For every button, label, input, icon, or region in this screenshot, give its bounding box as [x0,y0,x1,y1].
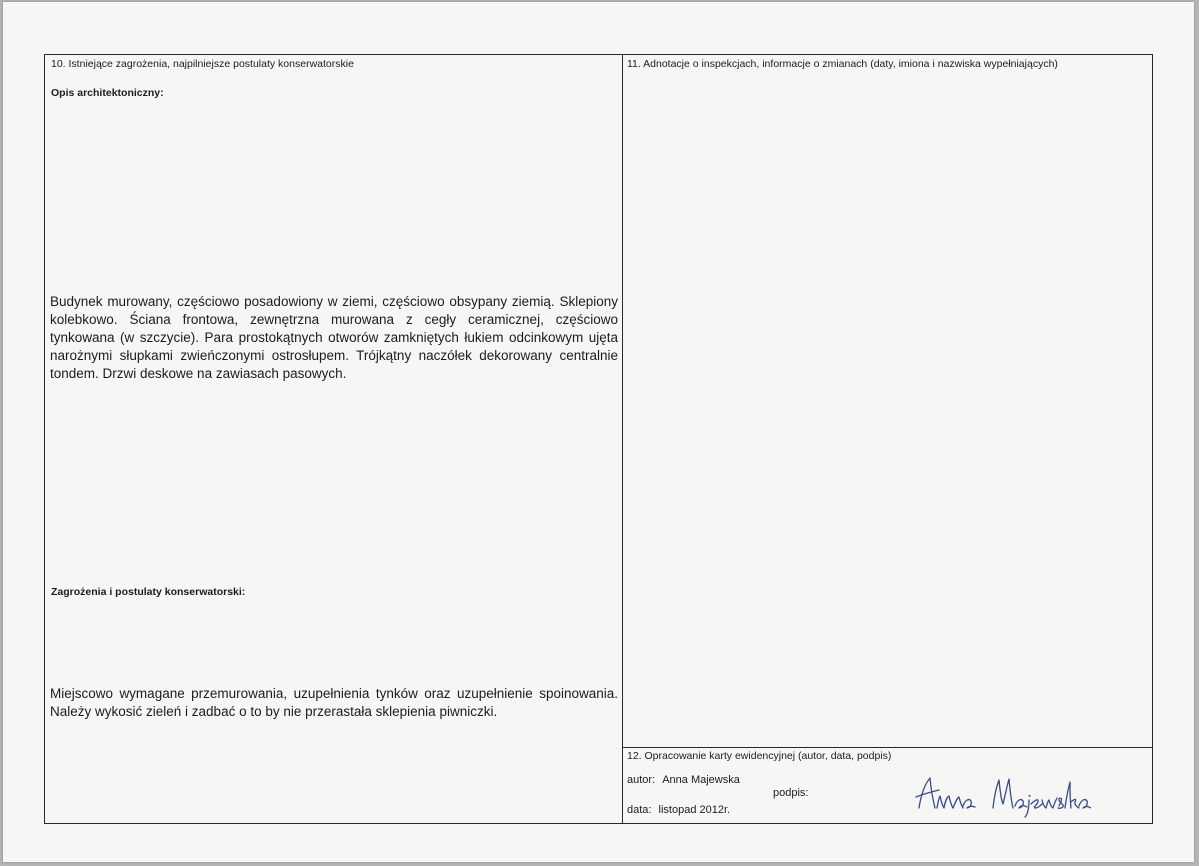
right-column [623,55,1152,823]
handwritten-signature [911,770,1091,820]
section-11-title: 11. Adnotacje o inspekcjach, informacje o zmianach (daty, imiona i nazwiska wypełniających) [627,58,1058,70]
author-value: Anna Majewska [662,774,740,786]
threats-heading: Zagrożenia i postulaty konserwatorski: [51,586,246,598]
architectural-description-heading: Opis architektoniczny: [51,87,164,99]
document-page [3,2,1194,862]
signature-label: podpis: [773,787,809,799]
section-12-panel [623,748,1152,823]
section-12-title: 12. Opracowanie karty ewidencyjnej (autor, data, podpis) [627,750,892,762]
section-10-title: 10. Istniejące zagrożenia, najpilniejsze postulaty konserwatorskie [51,58,354,70]
evidence-card-form [44,54,1153,824]
author-field [627,774,740,786]
date-value: listopad 2012r. [658,804,731,816]
threats-text: Miejscowo wymagane przemurowania, uzupełnienia tynków oraz uzupełnienie spoinowania. Należy wykosić zieleń i zadbać o to by nie przerastała sklepienia piwniczki. [50,686,618,719]
section-10-panel [45,55,623,823]
section-11-panel [623,55,1152,748]
architectural-description-text: Budynek murowany, częściowo posadowiony w ziemi, częściowo obsypany ziemią. Sklepiony kolebkowo. Ściana frontowa, zewnętrzna murowana z cegły ceramicznej, częściowo tynkowana (w szczycie). Para prostokątnych otworów zamkniętych łukiem odcinkowym ujęta narożnymi słupkami zwieńczonymi ostrosłupem. Trójkątny naczółek dekorowany centralnie tondem. Drzwi deskowe na zawiasach pasowych. [50,294,618,381]
author-label: autor: [627,774,656,786]
date-field [627,804,730,816]
date-label: data: [627,804,652,816]
